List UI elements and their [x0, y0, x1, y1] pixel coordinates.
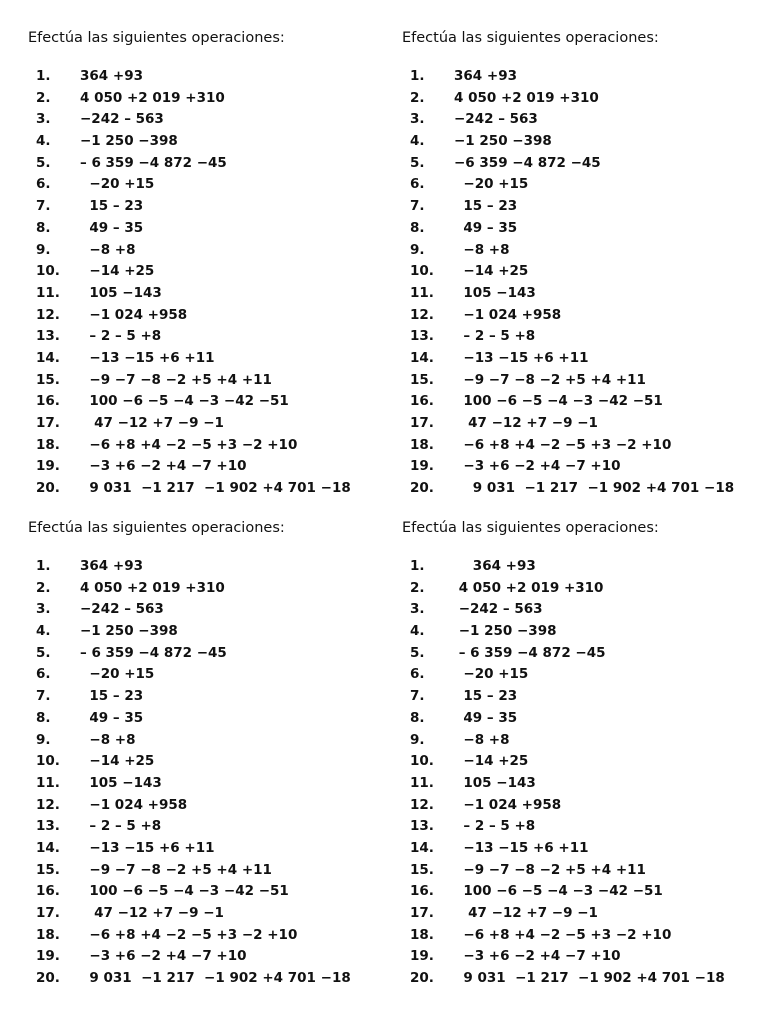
exercise-expression: −8 +8	[80, 241, 136, 258]
exercise-expression: −14 +25	[454, 263, 529, 280]
exercise-item	[402, 435, 768, 457]
exercise-expression: 9 031 −1 217 −1 902 +4 701 −18	[80, 970, 351, 987]
exercise-item	[402, 348, 768, 370]
exercise-item	[28, 578, 398, 600]
exercise-expression: −3 +6 −2 +4 −7 +10	[80, 948, 247, 965]
exercise-expression: 105 −143	[80, 284, 162, 301]
exercise-item	[28, 860, 398, 882]
exercise-item	[402, 326, 768, 348]
worksheet-heading: Efectúa las siguientes operaciones:	[28, 30, 285, 46]
exercise-item	[28, 903, 398, 925]
exercise-expression: −242 – 563	[454, 601, 543, 618]
exercise-expression: −242 – 563	[80, 601, 164, 618]
exercise-expression: −3 +6 −2 +4 −7 +10	[80, 458, 247, 475]
exercise-number: 8.	[410, 219, 425, 236]
exercise-item	[402, 478, 768, 500]
exercise-expression: −9 −7 −8 −2 +5 +4 +11	[454, 861, 646, 878]
exercise-expression: −6 +8 +4 −2 −5 +3 −2 +10	[454, 926, 672, 943]
exercise-number: 20.	[36, 970, 60, 987]
exercise-number: 9.	[410, 241, 425, 258]
exercise-expression: 49 – 35	[454, 709, 518, 726]
exercise-expression: −20 +15	[80, 666, 155, 683]
exercise-list	[28, 66, 398, 500]
exercise-item	[402, 968, 768, 990]
exercise-number: 17.	[36, 415, 60, 431]
exercise-expression: −20 +15	[454, 176, 529, 193]
exercise-item	[402, 946, 768, 968]
exercise-number: 9.	[36, 241, 51, 258]
exercise-number: 5.	[410, 644, 425, 661]
exercise-number: 4.	[36, 133, 51, 150]
exercise-number: 8.	[36, 219, 51, 236]
exercise-expression: −1 250 −398	[80, 133, 178, 150]
exercise-item	[402, 240, 768, 262]
exercise-item	[28, 391, 398, 413]
exercise-expression: 9 031 −1 217 −1 902 +4 701 −18	[454, 480, 735, 497]
exercise-number: 10.	[36, 753, 60, 770]
exercise-expression: 9 031 −1 217 −1 902 +4 701 −18	[80, 480, 351, 497]
exercise-number: 1.	[36, 558, 51, 574]
exercise-number: 17.	[36, 905, 60, 921]
exercise-number: 4.	[410, 133, 425, 150]
worksheet-block-top-right	[402, 28, 768, 500]
exercise-item	[402, 643, 768, 665]
exercise-number: 14.	[36, 349, 60, 366]
exercise-expression: −1 024 +958	[454, 306, 562, 323]
exercise-item	[402, 903, 768, 925]
exercise-item	[28, 261, 398, 283]
exercise-item	[402, 218, 768, 240]
exercise-expression: 364 +93	[80, 68, 143, 84]
exercise-expression: −6 +8 +4 −2 −5 +3 −2 +10	[80, 436, 298, 453]
exercise-expression: – 6 359 −4 872 −45	[80, 644, 227, 661]
exercise-number: 15.	[36, 861, 60, 878]
exercise-item	[402, 708, 768, 730]
exercise-number: 6.	[36, 666, 51, 683]
exercise-expression: −1 250 −398	[454, 623, 557, 640]
exercise-expression: – 2 – 5 +8	[454, 818, 536, 835]
exercise-number: 16.	[410, 393, 434, 410]
exercise-expression: −8 +8	[454, 731, 510, 748]
exercise-number: 7.	[36, 688, 51, 705]
exercise-expression: 4 050 +2 019 +310	[80, 579, 225, 596]
exercise-expression: −9 −7 −8 −2 +5 +4 +11	[80, 861, 272, 878]
exercise-number: 13.	[36, 328, 60, 345]
exercise-expression: 15 – 23	[454, 198, 518, 215]
exercise-expression: −1 250 −398	[80, 623, 178, 640]
exercise-number: 17.	[410, 415, 434, 431]
exercise-expression: 105 −143	[454, 774, 536, 791]
exercise-expression: 9 031 −1 217 −1 902 +4 701 −18	[454, 970, 725, 987]
exercise-item	[28, 66, 398, 88]
exercise-expression: 49 – 35	[454, 219, 518, 236]
exercise-expression: −13 −15 +6 +11	[80, 349, 215, 366]
exercise-expression: 105 −143	[454, 284, 536, 301]
exercise-item	[402, 881, 768, 903]
exercise-expression: 105 −143	[80, 774, 162, 791]
exercise-expression: 47 −12 +7 −9 −1	[80, 415, 224, 431]
exercise-item	[28, 556, 398, 578]
exercise-number: 12.	[410, 796, 434, 813]
exercise-expression: −242 – 563	[80, 111, 164, 128]
exercise-item	[402, 730, 768, 752]
exercise-item	[28, 88, 398, 110]
exercise-item	[402, 795, 768, 817]
exercise-item	[28, 370, 398, 392]
exercise-number: 7.	[410, 688, 425, 705]
exercise-number: 15.	[410, 861, 434, 878]
exercise-number: 2.	[36, 89, 51, 106]
worksheet-block-bottom-left	[28, 518, 398, 990]
exercise-expression: −20 +15	[454, 666, 529, 683]
exercise-item	[28, 456, 398, 478]
exercise-number: 1.	[36, 68, 51, 84]
exercise-number: 1.	[410, 558, 425, 574]
exercise-number: 11.	[36, 284, 60, 301]
exercise-number: 15.	[410, 371, 434, 388]
exercise-number: 18.	[410, 436, 434, 453]
exercise-item	[28, 968, 398, 990]
exercise-expression: 100 −6 −5 −4 −3 −42 −51	[454, 393, 663, 410]
exercise-number: 6.	[36, 176, 51, 193]
exercise-number: 16.	[36, 883, 60, 900]
exercise-number: 11.	[36, 774, 60, 791]
exercise-expression: −14 +25	[454, 753, 529, 770]
worksheet-heading: Efectúa las siguientes operaciones:	[402, 520, 659, 536]
exercise-item	[28, 881, 398, 903]
exercise-number: 12.	[410, 306, 434, 323]
exercise-number: 17.	[410, 905, 434, 921]
exercise-item	[402, 88, 768, 110]
exercise-number: 2.	[410, 579, 425, 596]
exercise-item	[402, 664, 768, 686]
exercise-expression: −14 +25	[80, 263, 155, 280]
exercise-expression: −13 −15 +6 +11	[80, 839, 215, 856]
worksheet-heading: Efectúa las siguientes operaciones:	[402, 30, 659, 46]
exercise-expression: 4 050 +2 019 +310	[80, 89, 225, 106]
exercise-number: 11.	[410, 774, 434, 791]
exercise-list	[28, 556, 398, 990]
exercise-item	[28, 816, 398, 838]
exercise-item	[28, 283, 398, 305]
exercise-number: 12.	[36, 306, 60, 323]
exercise-expression: −6 359 −4 872 −45	[454, 154, 601, 171]
exercise-expression: 47 −12 +7 −9 −1	[80, 905, 224, 921]
exercise-expression: 100 −6 −5 −4 −3 −42 −51	[80, 883, 289, 900]
exercise-item	[28, 838, 398, 860]
exercise-number: 3.	[36, 111, 51, 128]
exercise-expression: 100 −6 −5 −4 −3 −42 −51	[80, 393, 289, 410]
exercise-item	[28, 153, 398, 175]
exercise-number: 16.	[410, 883, 434, 900]
exercise-number: 10.	[410, 753, 434, 770]
exercise-item	[28, 730, 398, 752]
exercise-number: 7.	[36, 198, 51, 215]
exercise-number: 4.	[410, 623, 425, 640]
exercise-expression: – 6 359 −4 872 −45	[80, 154, 227, 171]
exercise-item	[28, 621, 398, 643]
exercise-expression: 4 050 +2 019 +310	[454, 89, 599, 106]
exercise-expression: 15 – 23	[80, 688, 144, 705]
exercise-number: 6.	[410, 666, 425, 683]
exercise-expression: 4 050 +2 019 +310	[454, 579, 604, 596]
exercise-expression: −13 −15 +6 +11	[454, 349, 589, 366]
exercise-item	[402, 578, 768, 600]
exercise-expression: −1 024 +958	[80, 796, 188, 813]
exercise-item	[28, 109, 398, 131]
exercise-expression: −13 −15 +6 +11	[454, 839, 589, 856]
exercise-number: 20.	[410, 970, 434, 987]
exercise-item	[28, 773, 398, 795]
exercise-number: 3.	[410, 601, 425, 618]
exercise-number: 1.	[410, 68, 425, 84]
exercise-item	[28, 478, 398, 500]
exercise-expression: −8 +8	[454, 241, 510, 258]
exercise-number: 19.	[36, 458, 60, 475]
exercise-item	[402, 153, 768, 175]
exercise-item	[402, 391, 768, 413]
exercise-item	[402, 838, 768, 860]
exercise-item	[28, 413, 398, 435]
exercise-expression: −6 +8 +4 −2 −5 +3 −2 +10	[454, 436, 672, 453]
exercise-item	[402, 131, 768, 153]
exercise-item	[28, 196, 398, 218]
exercise-number: 7.	[410, 198, 425, 215]
exercise-number: 5.	[410, 154, 425, 171]
exercise-item	[402, 599, 768, 621]
worksheet-block-top-left	[28, 28, 398, 500]
worksheet-heading: Efectúa las siguientes operaciones:	[28, 520, 285, 536]
exercise-expression: −3 +6 −2 +4 −7 +10	[454, 458, 621, 475]
exercise-number: 3.	[410, 111, 425, 128]
exercise-expression: 15 – 23	[80, 198, 144, 215]
exercise-item	[402, 196, 768, 218]
exercise-number: 5.	[36, 154, 51, 171]
exercise-number: 16.	[36, 393, 60, 410]
exercise-expression: −1 024 +958	[454, 796, 562, 813]
exercise-number: 8.	[36, 709, 51, 726]
exercise-expression: 49 – 35	[80, 709, 144, 726]
exercise-expression: −9 −7 −8 −2 +5 +4 +11	[80, 371, 272, 388]
exercise-expression: 47 −12 +7 −9 −1	[454, 415, 598, 431]
exercise-expression: −1 250 −398	[454, 133, 552, 150]
exercise-item	[28, 435, 398, 457]
exercise-item	[402, 556, 768, 578]
exercise-expression: −1 024 +958	[80, 306, 188, 323]
exercise-number: 18.	[410, 926, 434, 943]
exercise-item	[402, 370, 768, 392]
exercise-number: 19.	[410, 948, 434, 965]
exercise-number: 8.	[410, 709, 425, 726]
exercise-item	[28, 599, 398, 621]
exercise-expression: – 2 – 5 +8	[454, 328, 536, 345]
exercise-number: 10.	[410, 263, 434, 280]
exercise-number: 19.	[410, 458, 434, 475]
exercise-expression: 100 −6 −5 −4 −3 −42 −51	[454, 883, 663, 900]
exercise-number: 2.	[36, 579, 51, 596]
exercise-expression: 364 +93	[454, 68, 517, 84]
exercise-number: 20.	[410, 480, 434, 497]
exercise-number: 18.	[36, 436, 60, 453]
exercise-item	[28, 946, 398, 968]
exercise-number: 18.	[36, 926, 60, 943]
exercise-expression: −14 +25	[80, 753, 155, 770]
exercise-number: 14.	[36, 839, 60, 856]
exercise-expression: −20 +15	[80, 176, 155, 193]
exercise-expression: – 6 359 −4 872 −45	[454, 644, 606, 661]
exercise-item	[28, 708, 398, 730]
exercise-expression: – 2 – 5 +8	[80, 818, 162, 835]
exercise-item	[402, 456, 768, 478]
exercise-number: 12.	[36, 796, 60, 813]
exercise-expression: −9 −7 −8 −2 +5 +4 +11	[454, 371, 646, 388]
exercise-item	[402, 925, 768, 947]
exercise-expression: −3 +6 −2 +4 −7 +10	[454, 948, 621, 965]
exercise-item	[402, 261, 768, 283]
exercise-item	[402, 860, 768, 882]
exercise-item	[28, 131, 398, 153]
exercise-item	[402, 305, 768, 327]
exercise-item	[28, 751, 398, 773]
exercise-item	[28, 643, 398, 665]
exercise-item	[402, 66, 768, 88]
exercise-number: 14.	[410, 839, 434, 856]
exercise-expression: 15 – 23	[454, 688, 518, 705]
exercise-number: 6.	[410, 176, 425, 193]
exercise-item	[28, 348, 398, 370]
exercise-number: 2.	[410, 89, 425, 106]
exercise-item	[402, 413, 768, 435]
exercise-item	[402, 751, 768, 773]
exercise-number: 9.	[36, 731, 51, 748]
exercise-expression: −6 +8 +4 −2 −5 +3 −2 +10	[80, 926, 298, 943]
exercise-number: 13.	[410, 818, 434, 835]
worksheet-block-bottom-right	[402, 518, 768, 990]
exercise-number: 19.	[36, 948, 60, 965]
exercise-item	[402, 621, 768, 643]
exercise-item	[402, 283, 768, 305]
exercise-expression: – 2 – 5 +8	[80, 328, 162, 345]
exercise-item	[28, 174, 398, 196]
exercise-list	[402, 556, 768, 990]
exercise-item	[28, 305, 398, 327]
exercise-number: 3.	[36, 601, 51, 618]
exercise-expression: 364 +93	[80, 558, 143, 574]
exercise-expression: 47 −12 +7 −9 −1	[454, 905, 598, 921]
exercise-number: 9.	[410, 731, 425, 748]
exercise-item	[28, 925, 398, 947]
exercise-expression: 49 – 35	[80, 219, 144, 236]
exercise-number: 15.	[36, 371, 60, 388]
exercise-item	[28, 240, 398, 262]
exercise-number: 4.	[36, 623, 51, 640]
exercise-item	[28, 326, 398, 348]
exercise-item	[402, 816, 768, 838]
exercise-number: 5.	[36, 644, 51, 661]
exercise-item	[28, 664, 398, 686]
exercise-item	[402, 174, 768, 196]
exercise-expression: −8 +8	[80, 731, 136, 748]
exercise-number: 13.	[410, 328, 434, 345]
exercise-item	[402, 773, 768, 795]
exercise-expression: 364 +93	[454, 558, 536, 574]
exercise-number: 10.	[36, 263, 60, 280]
exercise-number: 20.	[36, 480, 60, 497]
exercise-number: 11.	[410, 284, 434, 301]
exercise-number: 14.	[410, 349, 434, 366]
exercise-item	[28, 795, 398, 817]
exercise-item	[28, 686, 398, 708]
exercise-list	[402, 66, 768, 500]
exercise-item	[402, 109, 768, 131]
exercise-expression: −242 – 563	[454, 111, 538, 128]
exercise-item	[28, 218, 398, 240]
exercise-item	[402, 686, 768, 708]
exercise-number: 13.	[36, 818, 60, 835]
